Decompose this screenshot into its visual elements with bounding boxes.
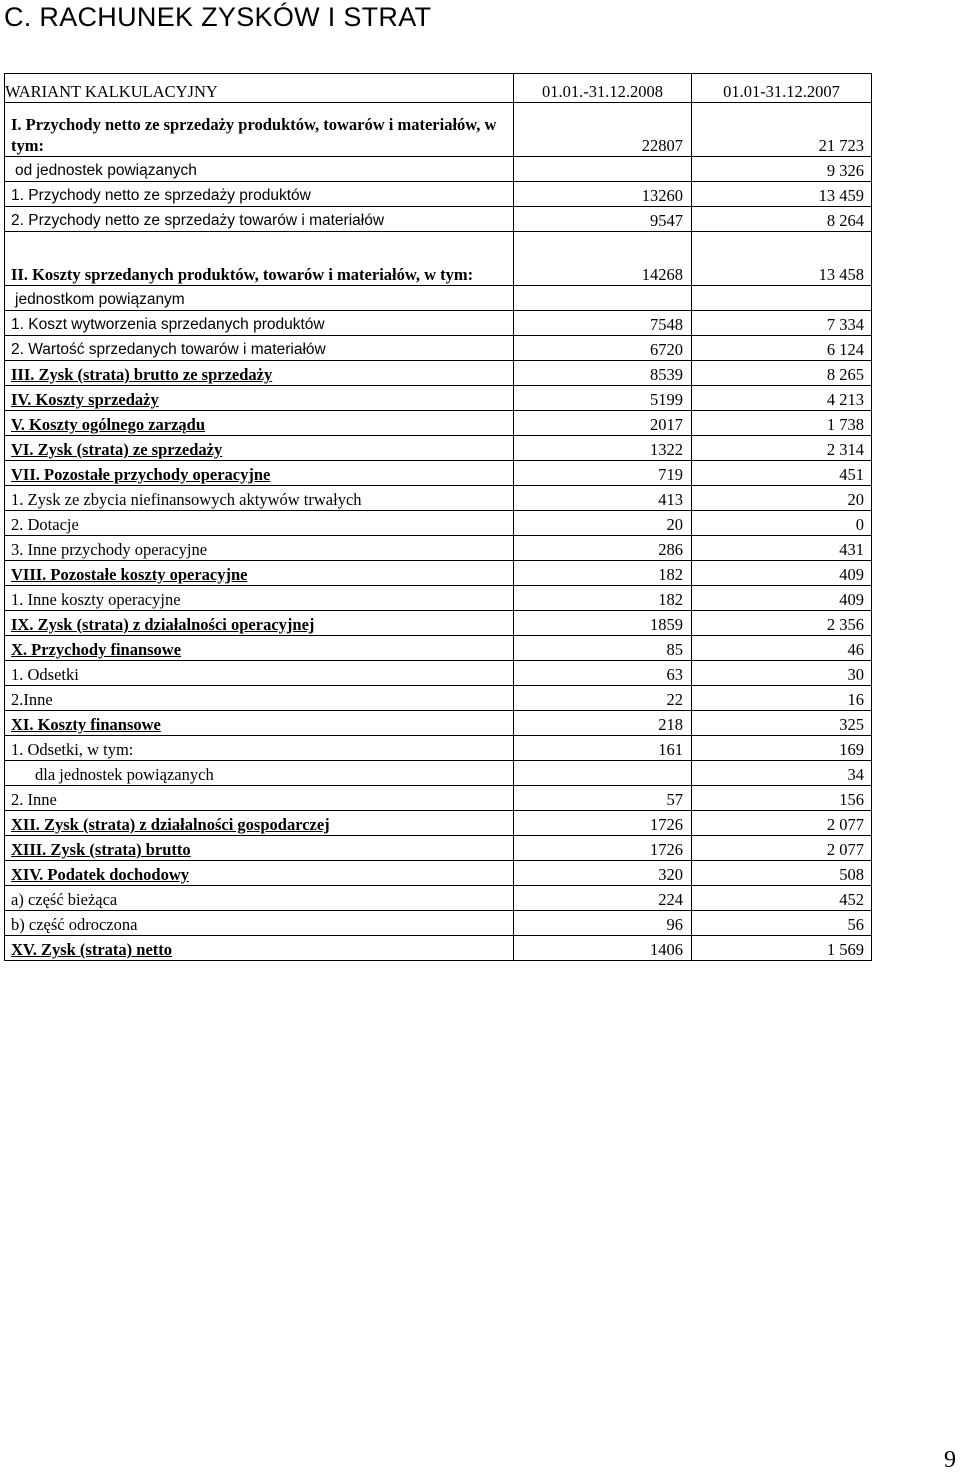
table-row <box>5 786 872 811</box>
value-2008: 161 <box>514 736 692 761</box>
table-row <box>5 611 872 636</box>
row-label: od jednostek powiązanych <box>5 157 514 182</box>
table-row <box>5 811 872 836</box>
value-2007: 46 <box>692 636 872 661</box>
table-row <box>5 536 872 561</box>
value-2007: 16 <box>692 686 872 711</box>
table-row <box>5 686 872 711</box>
value-2007: 409 <box>692 586 872 611</box>
value-2007: 169 <box>692 736 872 761</box>
value-2007: 156 <box>692 786 872 811</box>
table-row <box>5 761 872 786</box>
value-2007: 451 <box>692 461 872 486</box>
value-2008: 1859 <box>514 611 692 636</box>
table-row <box>5 232 872 286</box>
value-2007: 13 458 <box>692 232 872 286</box>
header-col-2007: 01.01-31.12.2007 <box>692 74 872 103</box>
table-row <box>5 411 872 436</box>
row-label: II. Koszty sprzedanych produktów, towarów i materiałów, w tym: <box>5 232 514 286</box>
row-label: IX. Zysk (strata) z działalności operacyjnej <box>5 611 514 636</box>
row-label: III. Zysk (strata) brutto ze sprzedaży <box>5 361 514 386</box>
row-label: 1. Przychody netto ze sprzedaży produktów <box>5 182 514 207</box>
value-2007: 1 569 <box>692 936 872 961</box>
value-2008: 22807 <box>514 103 692 157</box>
value-2007: 6 124 <box>692 336 872 361</box>
value-2007: 9 326 <box>692 157 872 182</box>
value-2007: 4 213 <box>692 386 872 411</box>
table-row <box>5 886 872 911</box>
income-statement-table <box>4 73 872 961</box>
row-label: VI. Zysk (strata) ze sprzedaży <box>5 436 514 461</box>
value-2007: 2 314 <box>692 436 872 461</box>
row-label: a) część bieżąca <box>5 886 514 911</box>
table-row <box>5 182 872 207</box>
value-2008: 719 <box>514 461 692 486</box>
value-2008: 8539 <box>514 361 692 386</box>
value-2007: 508 <box>692 861 872 886</box>
row-label: XI. Koszty finansowe <box>5 711 514 736</box>
table-row <box>5 361 872 386</box>
row-label: XIII. Zysk (strata) brutto <box>5 836 514 861</box>
value-2008: 2017 <box>514 411 692 436</box>
row-label: I. Przychody netto ze sprzedaży produktów, towarów i materiałów, w tym: <box>5 103 514 157</box>
value-2007: 8 265 <box>692 361 872 386</box>
row-label: XV. Zysk (strata) netto <box>5 936 514 961</box>
value-2008: 224 <box>514 886 692 911</box>
page-number: 9 <box>944 1447 956 1473</box>
header-col-2008: 01.01.-31.12.2008 <box>514 74 692 103</box>
row-label: 1. Zysk ze zbycia niefinansowych aktywów trwałych <box>5 486 514 511</box>
table-row <box>5 861 872 886</box>
row-label: 1. Odsetki, w tym: <box>5 736 514 761</box>
value-2008 <box>514 286 692 311</box>
value-2008: 320 <box>514 861 692 886</box>
row-label: XIV. Podatek dochodowy <box>5 861 514 886</box>
table-row <box>5 103 872 157</box>
value-2008: 96 <box>514 911 692 936</box>
header-variant-label: WARIANT KALKULACYJNY <box>5 74 514 103</box>
table-row <box>5 936 872 961</box>
row-label: VII. Pozostałe przychody operacyjne <box>5 461 514 486</box>
table-row <box>5 311 872 336</box>
row-label: 2. Inne <box>5 786 514 811</box>
value-2008: 1406 <box>514 936 692 961</box>
value-2007: 34 <box>692 761 872 786</box>
table-header-row <box>5 74 872 103</box>
row-label: dla jednostek powiązanych <box>5 761 514 786</box>
table-row <box>5 586 872 611</box>
row-label: 2. Wartość sprzedanych towarów i materiałów <box>5 336 514 361</box>
value-2008: 218 <box>514 711 692 736</box>
value-2008: 6720 <box>514 336 692 361</box>
value-2008: 1726 <box>514 836 692 861</box>
value-2007: 2 077 <box>692 836 872 861</box>
value-2008: 286 <box>514 536 692 561</box>
value-2007: 13 459 <box>692 182 872 207</box>
value-2008: 85 <box>514 636 692 661</box>
row-label: b) część odroczona <box>5 911 514 936</box>
value-2008: 13260 <box>514 182 692 207</box>
value-2008: 1726 <box>514 811 692 836</box>
table-row <box>5 511 872 536</box>
page-title: C. RACHUNEK ZYSKÓW I STRAT <box>4 2 432 32</box>
table-row <box>5 486 872 511</box>
row-label: 1. Koszt wytworzenia sprzedanych produktów <box>5 311 514 336</box>
value-2007: 409 <box>692 561 872 586</box>
value-2008: 7548 <box>514 311 692 336</box>
value-2008: 20 <box>514 511 692 536</box>
value-2008: 22 <box>514 686 692 711</box>
value-2007: 2 356 <box>692 611 872 636</box>
value-2007: 452 <box>692 886 872 911</box>
value-2007: 2 077 <box>692 811 872 836</box>
table-row <box>5 386 872 411</box>
value-2008: 14268 <box>514 232 692 286</box>
value-2008: 1322 <box>514 436 692 461</box>
row-label: V. Koszty ogólnego zarządu <box>5 411 514 436</box>
row-label: 2. Przychody netto ze sprzedaży towarów i materiałów <box>5 207 514 232</box>
table-row <box>5 711 872 736</box>
value-2008: 182 <box>514 561 692 586</box>
value-2008: 413 <box>514 486 692 511</box>
table-row <box>5 911 872 936</box>
table-row <box>5 461 872 486</box>
table-row <box>5 436 872 461</box>
value-2007: 8 264 <box>692 207 872 232</box>
table-row <box>5 561 872 586</box>
table-row <box>5 736 872 761</box>
table-row <box>5 207 872 232</box>
value-2007: 0 <box>692 511 872 536</box>
row-label: XII. Zysk (strata) z działalności gospodarczej <box>5 811 514 836</box>
value-2008: 5199 <box>514 386 692 411</box>
row-label: 2.Inne <box>5 686 514 711</box>
value-2008: 63 <box>514 661 692 686</box>
row-label: X. Przychody finansowe <box>5 636 514 661</box>
value-2008: 9547 <box>514 207 692 232</box>
row-label: jednostkom powiązanym <box>5 286 514 311</box>
table-row <box>5 636 872 661</box>
value-2007: 325 <box>692 711 872 736</box>
row-label: 1. Odsetki <box>5 661 514 686</box>
row-label: IV. Koszty sprzedaży <box>5 386 514 411</box>
table-row <box>5 836 872 861</box>
value-2007 <box>692 286 872 311</box>
table-row <box>5 336 872 361</box>
value-2008 <box>514 761 692 786</box>
value-2007: 20 <box>692 486 872 511</box>
value-2007: 7 334 <box>692 311 872 336</box>
row-label: 2. Dotacje <box>5 511 514 536</box>
value-2007: 431 <box>692 536 872 561</box>
value-2008: 57 <box>514 786 692 811</box>
table-row <box>5 157 872 182</box>
value-2007: 1 738 <box>692 411 872 436</box>
row-label: 3. Inne przychody operacyjne <box>5 536 514 561</box>
row-label: 1. Inne koszty operacyjne <box>5 586 514 611</box>
row-label: VIII. Pozostałe koszty operacyjne <box>5 561 514 586</box>
value-2008: 182 <box>514 586 692 611</box>
value-2007: 56 <box>692 911 872 936</box>
value-2008 <box>514 157 692 182</box>
value-2007: 30 <box>692 661 872 686</box>
value-2007: 21 723 <box>692 103 872 157</box>
table-row <box>5 661 872 686</box>
table-row <box>5 286 872 311</box>
